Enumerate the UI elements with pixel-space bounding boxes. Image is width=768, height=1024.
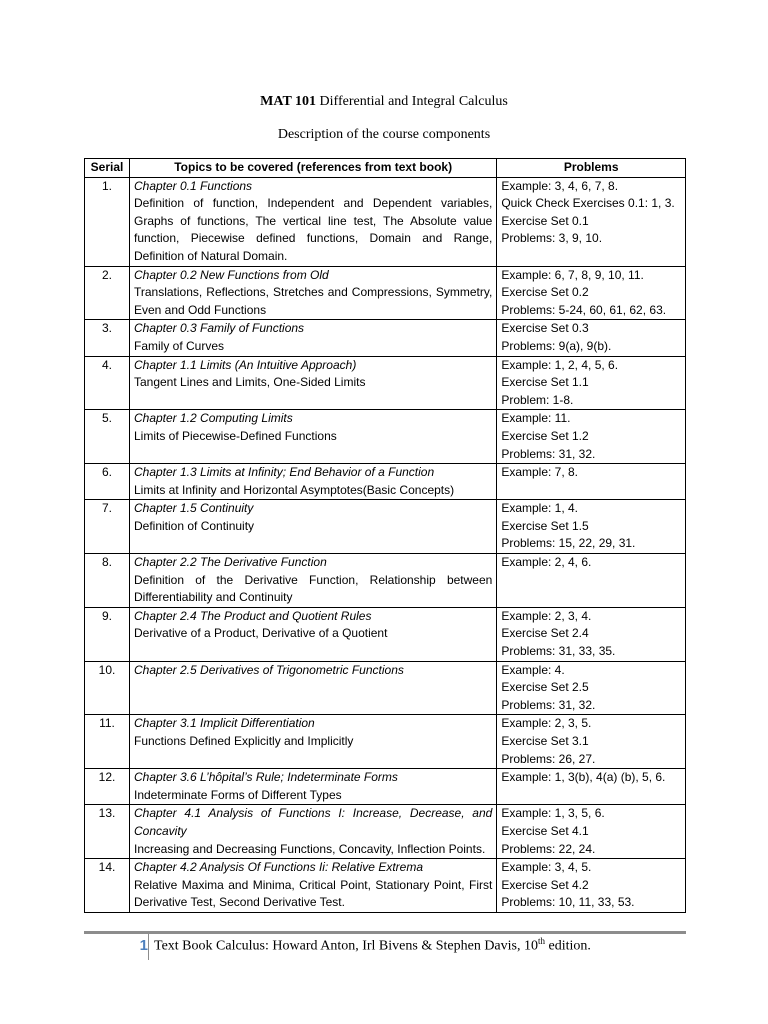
row-serial: 1. [85, 177, 130, 266]
row-serial: 13. [85, 805, 130, 859]
footnote-superscript: th [537, 936, 545, 946]
row-problems [497, 410, 686, 464]
row-serial: 3. [85, 320, 130, 356]
chapter-title: Chapter 2.4 The Product and Quotient Rules [133, 608, 372, 623]
problem-line: Exercise Set 4.2 [501, 877, 589, 892]
row-serial: 9. [85, 607, 130, 661]
row-topic [129, 500, 496, 554]
problem-line: Example: 6, 7, 8, 9, 10, 11. [501, 267, 644, 282]
table-row [85, 500, 686, 554]
row-problems [497, 177, 686, 266]
problem-line: Example: 3, 4, 5. [501, 860, 592, 875]
problem-line: Exercise Set 0.3 [501, 321, 589, 336]
problem-line: Exercise Set 4.1 [501, 823, 589, 838]
row-topic [129, 715, 496, 769]
row-problems [497, 320, 686, 356]
table-row [85, 177, 686, 266]
table-row [85, 805, 686, 859]
row-topic [129, 805, 496, 859]
row-problems [497, 805, 686, 859]
chapter-title: Chapter 3.6 L’hôpital’s Rule; Indeterminate Forms [133, 770, 398, 785]
header-topics: Topics to be covered (references from text book) [129, 159, 496, 178]
row-topic [129, 410, 496, 464]
row-problems [497, 715, 686, 769]
row-serial: 4. [85, 356, 130, 410]
row-serial: 11. [85, 715, 130, 769]
topic-description: Family of Curves [133, 338, 225, 353]
problem-line: Exercise Set 1.5 [501, 518, 589, 533]
chapter-title: Chapter 3.1 Implicit Differentiation [133, 716, 315, 731]
problem-line: Exercise Set 0.1 [501, 213, 589, 228]
chapter-title: Chapter 2.5 Derivatives of Trigonometric Functions [133, 662, 404, 677]
problem-line: Example: 2, 4, 6. [501, 555, 592, 570]
problem-line: Problems: 9(a), 9(b). [501, 338, 612, 353]
row-topic [129, 859, 496, 913]
row-topic [129, 554, 496, 608]
problem-line: Example: 1, 2, 4, 5, 6. [501, 357, 619, 372]
problem-line: Exercise Set 1.2 [501, 428, 589, 443]
row-problems [497, 769, 686, 805]
row-topic [129, 320, 496, 356]
topic-description: Indeterminate Forms of Different Types [133, 787, 342, 802]
topic-description: Translations, Reflections, Stretches and Compressions, Symmetry, Even and Odd Functions [133, 285, 493, 317]
syllabus-table [84, 158, 686, 913]
chapter-title: Chapter 1.1 Limits (An Intuitive Approach) [133, 357, 357, 372]
problem-line: Problems: 3, 9, 10. [501, 231, 603, 246]
problem-line: Problems: 22, 24. [501, 841, 596, 856]
row-serial: 10. [85, 661, 130, 715]
header-problems: Problems [497, 159, 686, 178]
table-header-row [85, 159, 686, 178]
problem-line: Problems: 15, 22, 29, 31. [501, 536, 636, 551]
topic-description: Functions Defined Explicitly and Implicitly [133, 734, 354, 748]
footer-rule [84, 931, 686, 934]
document-title [0, 94, 768, 110]
problem-line: Example: 7, 8. [501, 465, 579, 480]
problem-line: Example: 1, 3(b), 4(a) (b), 5, 6. [501, 770, 666, 785]
problem-line: Quick Check Exercises 0.1: 1, 3. [501, 196, 675, 211]
topic-description: Definition of Continuity [133, 518, 255, 533]
problem-line: Exercise Set 2.4 [501, 626, 589, 641]
chapter-title: Chapter 0.3 Family of Functions [133, 321, 305, 336]
topic-description: Definition of function, Independent and Dependent variables, Graphs of functions, The vertical line test, The Absolute value function, Piecewise defined functions, Domain and Range, Definition of Natural Domain. [133, 196, 493, 263]
row-serial: 6. [85, 464, 130, 500]
table-row [85, 356, 686, 410]
course-code: MAT 101 [260, 94, 317, 109]
problem-line: Problems: 26, 27. [501, 751, 596, 766]
row-problems [497, 661, 686, 715]
chapter-title: Chapter 4.2 Analysis Of Functions Ii: Relative Extrema [133, 860, 423, 875]
row-problems [497, 464, 686, 500]
problem-line: Problems: 10, 11, 33, 53. [501, 895, 635, 910]
header-serial: Serial [85, 159, 130, 178]
footnote-text: Text Book Calculus: Howard Anton, Irl Bivens & Stephen Davis, 10 [154, 938, 538, 954]
table-row [85, 464, 686, 500]
row-topic [129, 769, 496, 805]
document-subtitle: Description of the course components [277, 127, 491, 142]
row-serial: 8. [85, 554, 130, 608]
problem-line: Example: 1, 3, 5, 6. [501, 806, 605, 821]
row-serial: 12. [85, 769, 130, 805]
chapter-title: Chapter 1.2 Computing Limits [133, 411, 293, 426]
row-topic [129, 607, 496, 661]
row-problems [497, 500, 686, 554]
chapter-title: Chapter 1.3 Limits at Infinity; End Behavior of a Function [133, 465, 435, 480]
course-name: Differential and Integral Calculus [319, 94, 508, 109]
footer-separator [148, 934, 149, 960]
table-row [85, 661, 686, 715]
row-problems [497, 554, 686, 608]
row-problems [497, 607, 686, 661]
row-problems [497, 356, 686, 410]
problem-line: Problems: 31, 32. [501, 446, 596, 461]
chapter-title: Chapter 2.2 The Derivative Function [133, 555, 327, 570]
problem-line: Problems: 5-24, 60, 61, 62, 63. [501, 302, 667, 317]
row-topic [129, 177, 496, 266]
problem-line: Example: 4. [501, 662, 565, 677]
row-topic [129, 266, 496, 320]
row-problems [497, 266, 686, 320]
chapter-title: Chapter 4.1 Analysis of Functions I: Increase, Decrease, and Concavity [133, 806, 493, 838]
problem-line: Example: 1, 4. [501, 501, 579, 516]
row-serial: 2. [85, 266, 130, 320]
table-row [85, 410, 686, 464]
problem-line: Problem: 1-8. [501, 392, 574, 407]
topic-description: Derivative of a Product, Derivative of a Quotient [133, 626, 388, 641]
table-row [85, 715, 686, 769]
table-row [85, 320, 686, 356]
problem-line: Example: 2, 3, 5. [501, 716, 592, 731]
problem-line: Problems: 31, 33, 35. [501, 644, 616, 659]
topic-description: Relative Maxima and Minima, Critical Point, Stationary Point, First Derivative Test, Second Derivative Test. [133, 877, 493, 910]
problem-line: Example: 3, 4, 6, 7, 8. [501, 178, 619, 193]
topic-description: Increasing and Decreasing Functions, Concavity, Inflection Points. [133, 841, 486, 856]
row-serial: 7. [85, 500, 130, 554]
row-topic [129, 661, 496, 715]
problem-line: Exercise Set 2.5 [501, 680, 589, 695]
table-row [85, 859, 686, 913]
topic-description: Definition of the Derivative Function, Relationship between Differentiability and Continuity [133, 572, 493, 605]
row-topic [129, 356, 496, 410]
table-row [85, 266, 686, 320]
chapter-title: Chapter 1.5 Continuity [133, 501, 254, 516]
page-number: 1 [139, 937, 148, 954]
table-row [85, 607, 686, 661]
footnote [154, 936, 591, 955]
row-problems [497, 859, 686, 913]
chapter-title: Chapter 0.1 Functions [133, 178, 253, 193]
row-topic [129, 464, 496, 500]
problem-line: Exercise Set 0.2 [501, 285, 589, 300]
page-footer [84, 931, 686, 954]
chapter-title: Chapter 0.2 New Functions from Old [133, 267, 329, 282]
problem-line: Exercise Set 3.1 [501, 734, 589, 748]
problem-line: Example: 11. [501, 411, 571, 426]
row-serial: 5. [85, 410, 130, 464]
topic-description: Tangent Lines and Limits, One-Sided Limits [133, 375, 366, 390]
footnote-suffix: edition. [545, 938, 591, 954]
problem-line: Example: 2, 3, 4. [501, 608, 592, 623]
row-serial: 14. [85, 859, 130, 913]
problem-line: Exercise Set 1.1 [501, 375, 589, 390]
table-row [85, 769, 686, 805]
topic-description: Limits of Piecewise-Defined Functions [133, 428, 337, 443]
topic-description: Limits at Infinity and Horizontal Asymptotes(Basic Concepts) [133, 482, 455, 497]
table-row [85, 554, 686, 608]
problem-line: Problems: 31, 32. [501, 697, 596, 712]
